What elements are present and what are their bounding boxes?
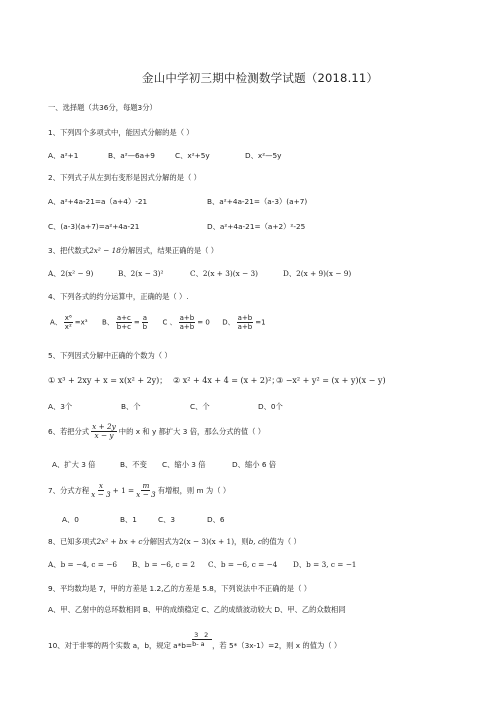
denominator: a+b — [237, 323, 253, 332]
q2-option-d: D、a²+4a-21=（a+2）²-25 — [207, 222, 306, 231]
q4-a-label: A、 — [50, 318, 62, 327]
q5-option-d: D、0个 — [258, 402, 283, 411]
denominator: b — [142, 323, 148, 332]
q3-stem-end: 分解因式，结果正确的是（ ） — [120, 246, 219, 255]
q4-b-equals: = — [133, 318, 140, 327]
denominator: x − y — [94, 431, 114, 441]
q6-option-b: B、不变 — [120, 460, 147, 469]
q4-b-label: B、 — [102, 318, 114, 327]
q10-definition — [192, 631, 212, 651]
q8-stem-mid: 分解因式为 — [142, 537, 179, 546]
q8-variables: b, c — [248, 537, 263, 546]
q8-option-d: D、b = 3, c = −1 — [293, 560, 357, 569]
q5-option-c: C、个 — [190, 402, 210, 411]
denominator: x − 3 — [136, 490, 156, 500]
numerator: x⁶ — [64, 314, 72, 322]
q9-options: A、甲、乙射中的总环数相同 B、甲的成绩稳定 C、乙的成绩波动较大 D、甲、乙的众数相同 — [48, 605, 346, 614]
q10-denominator: b- a — [192, 640, 205, 648]
q3-option-b: B、2(x − 3)² — [118, 269, 164, 278]
q4-stem: 4、下列各式的约分运算中，正确的是（ ）. — [48, 292, 189, 301]
q2-option-c: C、(a-3)(a+7)=a²+4a-21 — [48, 222, 140, 231]
q7-option-a: A、0 — [62, 515, 79, 524]
q3-option-d: D、2(x + 9)(x − 9) — [283, 269, 352, 278]
q5-option-b: B、个 — [121, 402, 141, 411]
q6-stem-start: 6、若把分式 — [48, 426, 90, 436]
q6-fraction — [91, 423, 117, 441]
q7-right-fraction — [136, 482, 156, 500]
q1-option-b: B、a²—6a+9 — [108, 151, 155, 160]
q9-stem: 9、平均数均是 7，甲的方差是 1.2,乙的方差是 5.8，下列说法中不正确的是（ ） — [48, 584, 311, 593]
q1-option-d: D、x²—5y — [245, 151, 282, 160]
q2-option-b: B、a²+4a-21=（a-3）(a+7) — [207, 197, 308, 206]
q3-option-a: A、2(x² − 9) — [48, 269, 94, 278]
numerator: a+b — [179, 314, 195, 322]
numerator: x + 2y — [92, 422, 116, 431]
q3-stem — [48, 247, 218, 254]
numerator: m — [142, 481, 150, 490]
q8-option-b: B、b = −6, c = 2 — [132, 560, 195, 569]
q6-option-d: D、缩小 6 倍 — [232, 460, 277, 469]
numerator: x — [98, 481, 103, 490]
q8-stem-then: ，则 — [234, 537, 249, 546]
q7-option-b: B、1 — [120, 515, 137, 524]
q4-a-fraction — [64, 314, 73, 331]
denominator: b+c — [116, 323, 131, 332]
q4-a-result: =x³ — [74, 318, 88, 327]
numerator: a+b — [237, 314, 253, 322]
q4-b-result-fraction — [142, 314, 148, 331]
denominator: a+b — [179, 323, 195, 332]
q5-item-3: ③ −x² + y² = (x + y)(x − y) — [276, 376, 386, 385]
denominator: x² — [64, 323, 72, 332]
q7-left-fraction — [91, 482, 111, 500]
q1-option-c: C、x²+5y — [175, 151, 210, 160]
q1-stem: 1、下列四个多项式中，能因式分解的是（ ） — [48, 128, 194, 137]
q7-stem-end: 有增根，则 m 为（ ） — [157, 485, 231, 495]
q6-option-a: A、扩大 3 倍 — [52, 460, 96, 469]
denominator: x − 3 — [91, 490, 111, 500]
q3-option-c: C、2(x + 3)(x − 3) — [190, 269, 258, 278]
q7-option-c: C、3 — [158, 515, 176, 524]
q7-middle: + 1 = — [112, 485, 135, 495]
q10-numerator-1: 3 — [194, 631, 199, 639]
q6-option-c: C、缩小 3 倍 — [162, 460, 206, 469]
q8-factorization: 2(x − 3)(x + 1) — [178, 537, 235, 546]
q10-stem — [48, 631, 342, 651]
q4-c-label: C 、 — [162, 318, 177, 327]
q4-c-fraction — [179, 314, 196, 331]
section-heading: 一、选择题（共36分，每题3分） — [48, 103, 157, 112]
q6-stem — [48, 423, 265, 441]
q3-stem-start: 3、把代数式 — [48, 246, 90, 255]
page-title: 金山中学初三期中检测数学试题（2018.11） — [142, 71, 379, 85]
q4-d-fraction — [237, 314, 254, 331]
q8-option-c: C、b = −6, c = −4 — [208, 560, 278, 569]
q10-numerator-2: 2 — [204, 631, 209, 639]
q5-item-2: ② x² + 4x + 4 = (x + 2)²； — [173, 376, 280, 385]
q2-option-a: A、a²+4a-21=a（a+4）-21 — [48, 197, 148, 206]
q2-stem: 2、下列式子从左到右变形是因式分解的是（ ） — [48, 173, 201, 182]
q8-option-a: A、b = −4, c = −6 — [48, 560, 117, 569]
q5-option-a: A、3个 — [48, 402, 73, 411]
q6-stem-end: 中的 x 和 y 都扩大 3 倍，那么分式的值（ ） — [118, 426, 266, 436]
q10-stem-start: 10、对于非零的两个实数 a，b，规定 a*b= — [48, 641, 193, 650]
q4-b-fraction — [116, 314, 132, 331]
q7-stem — [48, 482, 230, 500]
q8-stem — [48, 538, 301, 545]
q7-option-d: D、6 — [207, 515, 225, 524]
q4-d-result: =1 — [255, 318, 266, 327]
numerator: a — [142, 314, 148, 322]
q4-options — [50, 314, 266, 331]
q4-d-label: D、 — [222, 318, 235, 327]
q10-stem-end: ，若 5*（3x-1）=2，则 x 的值为（ ） — [212, 641, 342, 650]
q5-item-1: ① x³ + 2xy + x = x(x² + 2y)； — [48, 376, 168, 385]
q5-stem: 5、下列因式分解中正确的个数为（ ） — [48, 351, 172, 360]
q3-expression: 2x² − 18 — [89, 246, 121, 255]
q8-stem-end: 的值为（ ） — [262, 537, 301, 546]
q8-polynomial: 2x² + bx + c — [96, 537, 143, 546]
q1-option-a: A、a²+1 — [48, 151, 79, 160]
q8-stem-start: 8、已知多项式 — [48, 537, 97, 546]
q7-stem-start: 7、分式方程 — [48, 485, 90, 495]
q4-c-result: = 0 — [197, 318, 210, 327]
numerator: a+c — [116, 314, 131, 322]
